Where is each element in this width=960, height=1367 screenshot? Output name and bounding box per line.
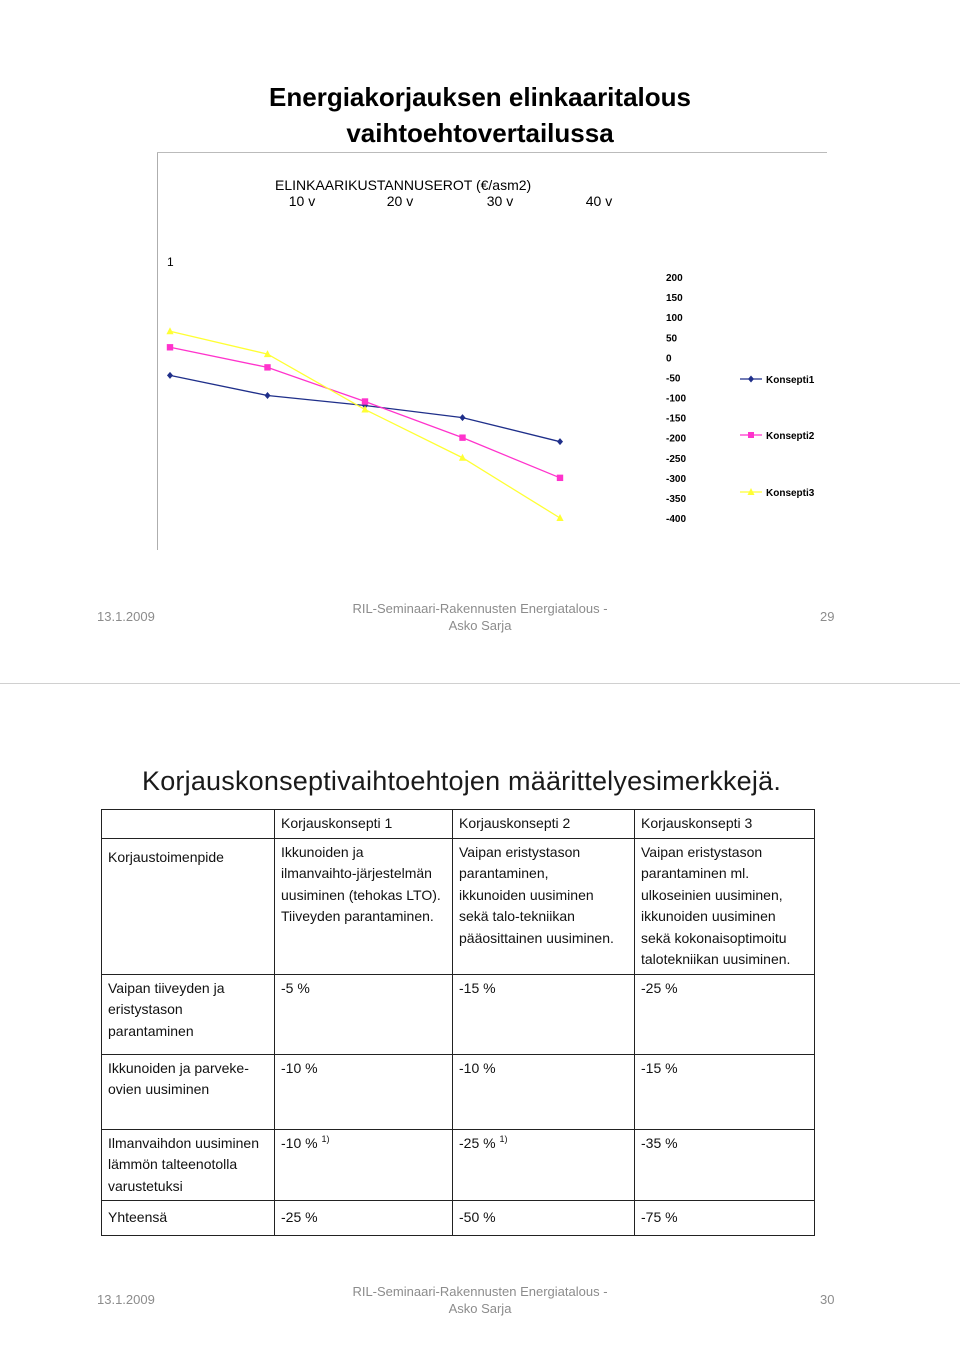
- y-tick-label: -50: [666, 373, 681, 385]
- cell-concept2: -50 %: [453, 1201, 635, 1236]
- data-point: [557, 438, 563, 445]
- cell-concept3: -35 %: [635, 1129, 815, 1201]
- cell-concept2: [453, 838, 635, 974]
- cell-concept1: -10 %: [275, 1054, 453, 1129]
- label-line: eristystason: [108, 1001, 183, 1017]
- data-point: [265, 392, 271, 399]
- cell-concept3: -25 %: [635, 974, 815, 1054]
- footer-center-line1: RIL-Seminaari-Rakennusten Energiatalous -: [352, 1284, 608, 1299]
- cell-line: ikkunoiden uusiminen: [641, 908, 776, 924]
- legend-label: Konsepti3: [766, 488, 815, 499]
- header-cell-concept1: Korjauskonsepti 1: [275, 810, 453, 839]
- y-tick-label: -250: [666, 453, 687, 465]
- slide-29: [0, 0, 960, 683]
- footnote-mark: 1): [499, 1133, 508, 1144]
- label-line: Ilmanvaihdon uusiminen: [108, 1134, 259, 1151]
- table-row-total: [102, 1201, 815, 1236]
- cell-line: Ikkunoiden ja: [281, 843, 364, 860]
- cell-concept1: [275, 838, 453, 974]
- page-number: 29: [820, 609, 835, 624]
- y-tick-label: 200: [666, 273, 683, 284]
- cell-line: uusiminen (tehokas LTO).: [281, 886, 441, 903]
- slide-30: [0, 684, 960, 1367]
- y-tick-label: 150: [666, 293, 683, 305]
- row-label: Yhteensä: [102, 1201, 275, 1236]
- cell-line: ulkoseinien uusiminen,: [641, 886, 783, 903]
- cell-concept3: -15 %: [635, 1054, 815, 1129]
- footer-center-line1: RIL-Seminaari-Rakennusten Energiatalous -: [352, 601, 608, 616]
- series-line-Konsepti2: [170, 347, 560, 478]
- cell-line: Vaipan eristystason: [641, 843, 763, 860]
- cell-line: parantaminen,: [459, 865, 549, 881]
- label-line: Vaipan tiiveyden ja: [108, 979, 225, 996]
- cell-concept2: [453, 1129, 635, 1201]
- cell-line: sekä kokonaisoptimoitu: [641, 929, 787, 946]
- y-tick-label: -350: [666, 493, 687, 505]
- cell-concept2: -10 %: [453, 1054, 635, 1129]
- data-point: [264, 364, 270, 370]
- corner-label: 1: [167, 255, 174, 269]
- data-point: [166, 327, 173, 334]
- cell-line: parantaminen ml.: [641, 865, 750, 881]
- cell-concept3: [635, 838, 815, 974]
- data-point: [459, 454, 466, 461]
- y-tick-label: -100: [666, 393, 687, 405]
- data-point: [167, 344, 173, 350]
- cell-concept1: [275, 1129, 453, 1201]
- cell-value: -10 %: [281, 1134, 318, 1151]
- table-header-row: [102, 810, 815, 839]
- row-label: Korjaustoimenpide: [102, 838, 275, 974]
- cell-line: pääosittainen uusiminen.: [459, 929, 614, 946]
- x-header-label: 20 v: [386, 193, 414, 209]
- y-tick-label: -300: [666, 473, 687, 485]
- cell-line: sekä talo-tekniikan: [459, 908, 575, 924]
- footer-center-line2: Asko Sarja: [448, 1301, 512, 1316]
- lifecycle-cost-chart: [157, 152, 827, 552]
- table-row: [102, 974, 815, 1054]
- cell-value: -25 %: [459, 1134, 496, 1151]
- data-point: [362, 398, 368, 404]
- data-point: [361, 406, 368, 413]
- cell-line: ilmanvaihto-järjestelmän: [281, 865, 432, 881]
- slide-title-line2: vaihtoehtovertailussa: [346, 118, 614, 148]
- row-label: [102, 1054, 275, 1129]
- x-header-label: 10 v: [288, 193, 316, 209]
- label-line: Ikkunoiden ja parveke-: [108, 1059, 249, 1076]
- footer-center: [310, 1283, 650, 1317]
- cell-concept1: -5 %: [275, 974, 453, 1054]
- cell-line: Vaipan eristystason: [459, 843, 581, 860]
- row-label: [102, 974, 275, 1054]
- footer-center: [310, 600, 650, 634]
- table-row: [102, 838, 815, 974]
- header-cell-concept3: Korjauskonsepti 3: [635, 810, 815, 839]
- data-point: [459, 434, 465, 440]
- concept-table: [101, 809, 815, 1236]
- y-tick-label: -200: [666, 433, 687, 445]
- cell-concept1: -25 %: [275, 1201, 453, 1236]
- label-line: parantaminen: [108, 1022, 194, 1039]
- y-tick-label: 50: [666, 333, 678, 345]
- table-row: [102, 1054, 815, 1129]
- header-cell-concept2: Korjauskonsepti 2: [453, 810, 635, 839]
- slide-title: Korjauskonseptivaihtoehtojen määrittelyesimerkkejä.: [142, 766, 782, 796]
- cell-line: talotekniikan uusiminen.: [641, 951, 791, 967]
- label-line: lämmön talteenotolla: [108, 1156, 238, 1172]
- legend-marker: [748, 432, 754, 438]
- footnote-mark: 1): [321, 1133, 330, 1144]
- label-line: varustetuksi: [108, 1177, 183, 1194]
- y-tick-label: -400: [666, 514, 687, 525]
- x-header-label: 40 v: [585, 193, 613, 209]
- header-cell-empty: [102, 810, 275, 839]
- footer-center-line2: Asko Sarja: [448, 618, 512, 633]
- data-point: [167, 372, 173, 379]
- x-header-label: 30 v: [486, 193, 514, 209]
- table-row: [102, 1129, 815, 1201]
- legend-label: Konsepti1: [766, 375, 815, 386]
- y-tick-label: 100: [666, 313, 683, 325]
- legend-marker: [748, 376, 754, 383]
- label-line: ovien uusiminen: [108, 1081, 210, 1097]
- legend-label: Konsepti2: [766, 431, 815, 442]
- footer-date: 13.1.2009: [97, 609, 155, 624]
- data-point: [460, 414, 466, 421]
- chart-title: ELINKAARIKUSTANNUSEROT (€/asm2): [275, 177, 532, 193]
- footer-date: 13.1.2009: [97, 1292, 155, 1307]
- cell-line: Tiiveyden parantaminen.: [281, 908, 434, 924]
- row-label: [102, 1129, 275, 1201]
- y-tick-label: -150: [666, 413, 687, 425]
- chart-svg: [157, 152, 827, 552]
- data-point: [556, 514, 563, 521]
- data-point: [557, 475, 563, 481]
- y-tick-label: 0: [666, 353, 672, 365]
- page-number: 30: [820, 1292, 835, 1307]
- cell-line: ikkunoiden uusiminen: [459, 886, 594, 903]
- slide-title-line1: Energiakorjauksen elinkaaritalous: [269, 82, 691, 112]
- cell-concept3: -75 %: [635, 1201, 815, 1236]
- cell-concept2: -15 %: [453, 974, 635, 1054]
